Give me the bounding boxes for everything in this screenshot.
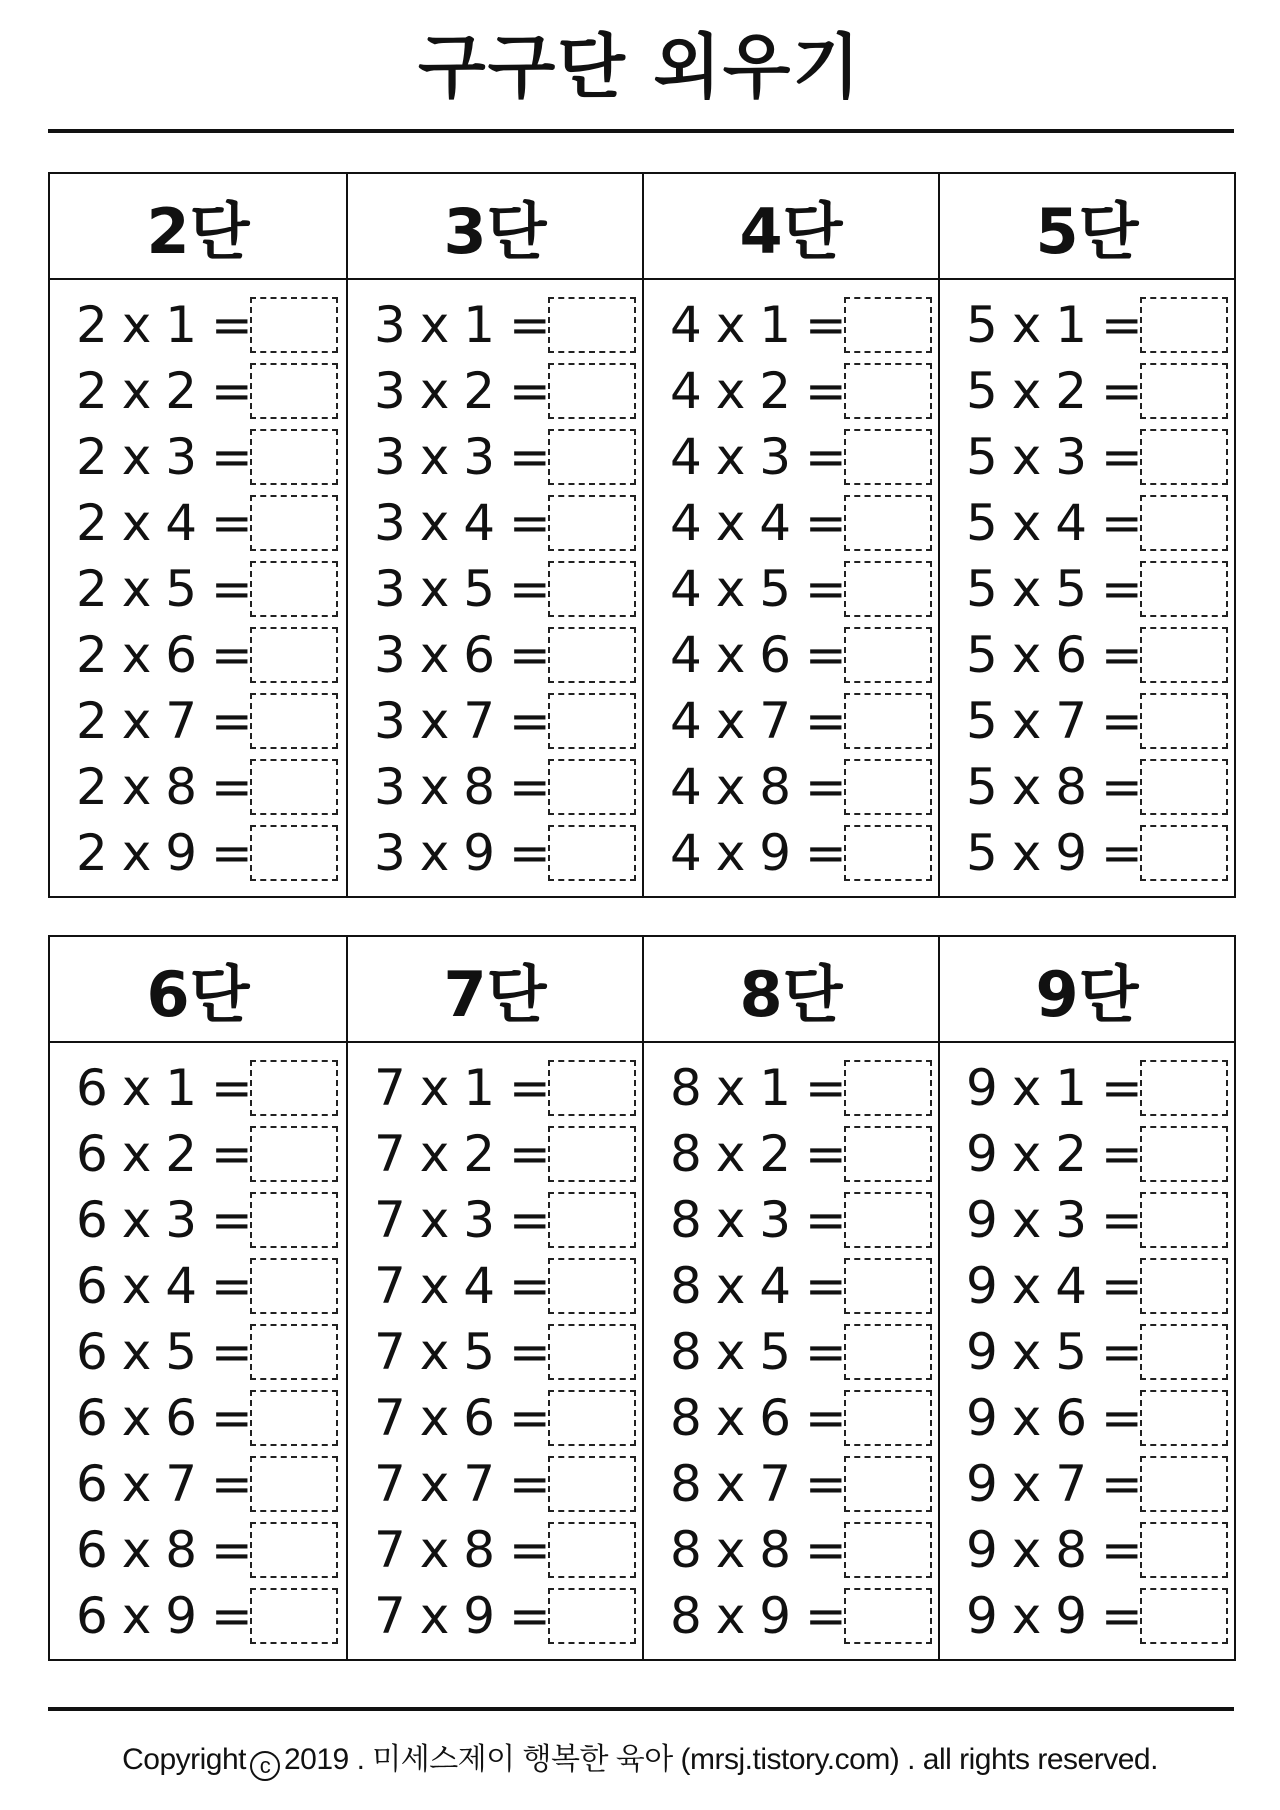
equation-text: 5 x 2 = xyxy=(966,362,1142,420)
table-row xyxy=(50,1055,346,1121)
table-row xyxy=(50,490,346,556)
equation-text: 4 x 3 = xyxy=(670,428,846,486)
equation-text: 2 x 6 = xyxy=(76,626,252,684)
equation-text: 3 x 3 = xyxy=(374,428,550,486)
answer-box[interactable] xyxy=(844,759,932,815)
equation-text: 8 x 6 = xyxy=(670,1389,846,1447)
page-title: 구구단 외우기 xyxy=(417,26,863,108)
table-header: 5단 xyxy=(940,174,1234,280)
equation-text: 5 x 5 = xyxy=(966,560,1142,618)
answer-box[interactable] xyxy=(548,1324,636,1380)
table-column-3 xyxy=(346,174,642,896)
answer-box[interactable] xyxy=(844,627,932,683)
equation-text: 3 x 1 = xyxy=(374,296,550,354)
table-row xyxy=(644,622,938,688)
equation-text: 6 x 5 = xyxy=(76,1323,252,1381)
table-row xyxy=(644,1517,938,1583)
table-row xyxy=(940,754,1234,820)
answer-box[interactable] xyxy=(250,495,338,551)
equation-text: 4 x 9 = xyxy=(670,824,846,882)
equation-text: 6 x 8 = xyxy=(76,1521,252,1579)
table-row xyxy=(940,1451,1234,1517)
answer-box[interactable] xyxy=(844,429,932,485)
answer-box[interactable] xyxy=(1140,693,1228,749)
answer-box[interactable] xyxy=(250,1456,338,1512)
answer-box[interactable] xyxy=(548,627,636,683)
table-row xyxy=(348,754,642,820)
table-row xyxy=(348,1253,642,1319)
answer-box[interactable] xyxy=(844,1390,932,1446)
table-row xyxy=(940,1517,1234,1583)
equation-text: 3 x 4 = xyxy=(374,494,550,552)
table-row xyxy=(644,1055,938,1121)
equation-text: 6 x 1 = xyxy=(76,1059,252,1117)
answer-box[interactable] xyxy=(250,363,338,419)
answer-box[interactable] xyxy=(844,1324,932,1380)
table-row xyxy=(348,424,642,490)
equation-text: 5 x 4 = xyxy=(966,494,1142,552)
answer-box[interactable] xyxy=(1140,1456,1228,1512)
answer-box[interactable] xyxy=(548,1588,636,1644)
equation-text: 3 x 6 = xyxy=(374,626,550,684)
answer-box[interactable] xyxy=(548,297,636,353)
equation-text: 3 x 2 = xyxy=(374,362,550,420)
equation-text: 2 x 5 = xyxy=(76,560,252,618)
equation-text: 8 x 8 = xyxy=(670,1521,846,1579)
table-rows xyxy=(644,1043,938,1659)
answer-box[interactable] xyxy=(250,1126,338,1182)
table-row xyxy=(644,754,938,820)
equation-text: 2 x 8 = xyxy=(76,758,252,816)
answer-box[interactable] xyxy=(250,1588,338,1644)
table-header: 3단 xyxy=(348,174,642,280)
answer-box[interactable] xyxy=(548,1522,636,1578)
answer-box[interactable] xyxy=(1140,825,1228,881)
answer-box[interactable] xyxy=(548,561,636,617)
table-header: 8단 xyxy=(644,937,938,1043)
table-row xyxy=(940,1385,1234,1451)
answer-box[interactable] xyxy=(250,825,338,881)
equation-text: 2 x 7 = xyxy=(76,692,252,750)
table-row xyxy=(644,1121,938,1187)
table-row xyxy=(50,688,346,754)
answer-box[interactable] xyxy=(250,297,338,353)
equation-text: 4 x 5 = xyxy=(670,560,846,618)
table-header: 7단 xyxy=(348,937,642,1043)
table-row xyxy=(348,820,642,886)
equation-text: 2 x 2 = xyxy=(76,362,252,420)
equation-text: 7 x 2 = xyxy=(374,1125,550,1183)
answer-box[interactable] xyxy=(548,1192,636,1248)
table-row xyxy=(644,1583,938,1649)
table-row xyxy=(50,622,346,688)
answer-box[interactable] xyxy=(1140,1060,1228,1116)
answer-box[interactable] xyxy=(250,627,338,683)
answer-box[interactable] xyxy=(1140,1588,1228,1644)
answer-box[interactable] xyxy=(844,1258,932,1314)
equation-text: 3 x 9 = xyxy=(374,824,550,882)
table-row xyxy=(50,1253,346,1319)
answer-box[interactable] xyxy=(844,495,932,551)
equation-text: 6 x 4 = xyxy=(76,1257,252,1315)
table-row xyxy=(940,1253,1234,1319)
equation-text: 4 x 7 = xyxy=(670,692,846,750)
answer-box[interactable] xyxy=(548,1456,636,1512)
table-row xyxy=(940,1187,1234,1253)
table-header: 4단 xyxy=(644,174,938,280)
answer-box[interactable] xyxy=(844,1588,932,1644)
table-row xyxy=(348,1451,642,1517)
answer-box[interactable] xyxy=(844,1126,932,1182)
answer-box[interactable] xyxy=(250,1324,338,1380)
equation-text: 8 x 1 = xyxy=(670,1059,846,1117)
equation-text: 9 x 1 = xyxy=(966,1059,1142,1117)
table-row xyxy=(940,1583,1234,1649)
answer-box[interactable] xyxy=(1140,1126,1228,1182)
answer-box[interactable] xyxy=(548,363,636,419)
answer-box[interactable] xyxy=(844,1060,932,1116)
table-row xyxy=(940,688,1234,754)
table-row xyxy=(644,1253,938,1319)
equation-text: 9 x 3 = xyxy=(966,1191,1142,1249)
answer-box[interactable] xyxy=(844,1192,932,1248)
table-row xyxy=(50,424,346,490)
equation-text: 5 x 7 = xyxy=(966,692,1142,750)
equation-text: 7 x 3 = xyxy=(374,1191,550,1249)
answer-box[interactable] xyxy=(548,495,636,551)
table-row xyxy=(940,1055,1234,1121)
table-row xyxy=(50,358,346,424)
equation-text: 4 x 1 = xyxy=(670,296,846,354)
equation-text: 8 x 9 = xyxy=(670,1587,846,1645)
answer-box[interactable] xyxy=(548,1126,636,1182)
table-row xyxy=(348,1583,642,1649)
answer-box[interactable] xyxy=(548,759,636,815)
equation-text: 3 x 5 = xyxy=(374,560,550,618)
times-tables-grid-top xyxy=(48,172,1236,898)
answer-box[interactable] xyxy=(250,1060,338,1116)
table-row xyxy=(50,820,346,886)
equation-text: 8 x 7 = xyxy=(670,1455,846,1513)
table-row xyxy=(644,1187,938,1253)
answer-box[interactable] xyxy=(548,1390,636,1446)
equation-text: 9 x 7 = xyxy=(966,1455,1142,1513)
table-rows xyxy=(50,1043,346,1659)
equation-text: 9 x 5 = xyxy=(966,1323,1142,1381)
table-row xyxy=(644,358,938,424)
table-row xyxy=(940,820,1234,886)
equation-text: 7 x 1 = xyxy=(374,1059,550,1117)
footer-copyright xyxy=(0,1735,1280,1785)
table-header: 9단 xyxy=(940,937,1234,1043)
equation-text: 5 x 1 = xyxy=(966,296,1142,354)
equation-text: 7 x 5 = xyxy=(374,1323,550,1381)
equation-text: 6 x 9 = xyxy=(76,1587,252,1645)
answer-box[interactable] xyxy=(250,1522,338,1578)
table-row xyxy=(348,1385,642,1451)
equation-text: 9 x 2 = xyxy=(966,1125,1142,1183)
table-row xyxy=(348,1319,642,1385)
table-row xyxy=(644,1451,938,1517)
copyright-icon: c xyxy=(250,1751,280,1781)
answer-box[interactable] xyxy=(844,825,932,881)
table-column-2 xyxy=(50,174,346,896)
equation-text: 9 x 6 = xyxy=(966,1389,1142,1447)
table-column-9 xyxy=(938,937,1234,1659)
table-row xyxy=(940,1121,1234,1187)
equation-text: 6 x 3 = xyxy=(76,1191,252,1249)
table-row xyxy=(50,1517,346,1583)
table-row xyxy=(644,424,938,490)
table-column-4 xyxy=(642,174,938,896)
table-rows xyxy=(940,280,1234,896)
equation-text: 6 x 7 = xyxy=(76,1455,252,1513)
table-row xyxy=(940,424,1234,490)
bottom-divider xyxy=(48,1707,1234,1711)
equation-text: 4 x 4 = xyxy=(670,494,846,552)
answer-box[interactable] xyxy=(1140,297,1228,353)
equation-text: 6 x 2 = xyxy=(76,1125,252,1183)
footer-prefix: Copyright xyxy=(122,1743,246,1776)
table-header: 6단 xyxy=(50,937,346,1043)
equation-text: 2 x 4 = xyxy=(76,494,252,552)
table-row xyxy=(50,1121,346,1187)
table-row xyxy=(644,820,938,886)
table-rows xyxy=(348,280,642,896)
equation-text: 8 x 2 = xyxy=(670,1125,846,1183)
answer-box[interactable] xyxy=(844,363,932,419)
table-row xyxy=(644,1385,938,1451)
equation-text: 4 x 8 = xyxy=(670,758,846,816)
equation-text: 5 x 9 = xyxy=(966,824,1142,882)
table-row xyxy=(50,1451,346,1517)
table-row xyxy=(348,292,642,358)
table-row xyxy=(348,1121,642,1187)
table-rows xyxy=(348,1043,642,1659)
table-row xyxy=(644,1319,938,1385)
answer-box[interactable] xyxy=(250,429,338,485)
equation-text: 5 x 8 = xyxy=(966,758,1142,816)
table-row xyxy=(348,1517,642,1583)
table-row xyxy=(940,490,1234,556)
equation-text: 4 x 2 = xyxy=(670,362,846,420)
table-row xyxy=(348,688,642,754)
table-row xyxy=(348,556,642,622)
equation-text: 7 x 8 = xyxy=(374,1521,550,1579)
answer-box[interactable] xyxy=(548,1258,636,1314)
table-row xyxy=(50,1583,346,1649)
equation-text: 7 x 9 = xyxy=(374,1587,550,1645)
table-row xyxy=(940,556,1234,622)
equation-text: 3 x 8 = xyxy=(374,758,550,816)
table-row xyxy=(348,622,642,688)
equation-text: 7 x 6 = xyxy=(374,1389,550,1447)
equation-text: 7 x 7 = xyxy=(374,1455,550,1513)
answer-box[interactable] xyxy=(1140,429,1228,485)
equation-text: 8 x 4 = xyxy=(670,1257,846,1315)
table-column-5 xyxy=(938,174,1234,896)
table-row xyxy=(644,490,938,556)
answer-box[interactable] xyxy=(1140,561,1228,617)
equation-text: 7 x 4 = xyxy=(374,1257,550,1315)
answer-box[interactable] xyxy=(250,561,338,617)
table-column-7 xyxy=(346,937,642,1659)
table-row xyxy=(50,1187,346,1253)
equation-text: 5 x 3 = xyxy=(966,428,1142,486)
table-column-8 xyxy=(642,937,938,1659)
table-rows xyxy=(940,1043,1234,1659)
table-row xyxy=(50,1319,346,1385)
table-column-6 xyxy=(50,937,346,1659)
equation-text: 9 x 4 = xyxy=(966,1257,1142,1315)
answer-box[interactable] xyxy=(548,693,636,749)
equation-text: 9 x 8 = xyxy=(966,1521,1142,1579)
answer-box[interactable] xyxy=(1140,495,1228,551)
equation-text: 5 x 6 = xyxy=(966,626,1142,684)
top-divider xyxy=(48,129,1234,133)
equation-text: 9 x 9 = xyxy=(966,1587,1142,1645)
table-row xyxy=(940,1319,1234,1385)
equation-text: 2 x 9 = xyxy=(76,824,252,882)
table-row xyxy=(940,292,1234,358)
answer-box[interactable] xyxy=(1140,363,1228,419)
answer-box[interactable] xyxy=(548,429,636,485)
answer-box[interactable] xyxy=(1140,759,1228,815)
equation-text: 3 x 7 = xyxy=(374,692,550,750)
table-row xyxy=(644,292,938,358)
table-rows xyxy=(644,280,938,896)
answer-box[interactable] xyxy=(844,693,932,749)
answer-box[interactable] xyxy=(250,693,338,749)
table-row xyxy=(348,358,642,424)
table-row xyxy=(50,754,346,820)
table-row xyxy=(50,556,346,622)
answer-box[interactable] xyxy=(1140,1522,1228,1578)
table-row xyxy=(644,556,938,622)
table-row xyxy=(348,1055,642,1121)
equation-text: 4 x 6 = xyxy=(670,626,846,684)
table-row xyxy=(940,358,1234,424)
equation-text: 2 x 3 = xyxy=(76,428,252,486)
answer-box[interactable] xyxy=(844,1456,932,1512)
table-row xyxy=(644,688,938,754)
footer-text: 2019 . 미세스제이 행복한 육아 (mrsj.tistory.com) . all rights reserved. xyxy=(284,1743,1158,1776)
table-header: 2단 xyxy=(50,174,346,280)
answer-box[interactable] xyxy=(250,759,338,815)
answer-box[interactable] xyxy=(1140,1324,1228,1380)
answer-box[interactable] xyxy=(548,1060,636,1116)
equation-text: 8 x 3 = xyxy=(670,1191,846,1249)
answer-box[interactable] xyxy=(1140,627,1228,683)
answer-box[interactable] xyxy=(250,1258,338,1314)
answer-box[interactable] xyxy=(250,1192,338,1248)
table-row xyxy=(348,490,642,556)
answer-box[interactable] xyxy=(1140,1390,1228,1446)
table-row xyxy=(348,1187,642,1253)
table-row xyxy=(940,622,1234,688)
equation-text: 6 x 6 = xyxy=(76,1389,252,1447)
answer-box[interactable] xyxy=(844,297,932,353)
table-row xyxy=(50,292,346,358)
table-row xyxy=(50,1385,346,1451)
answer-box[interactable] xyxy=(844,561,932,617)
answer-box[interactable] xyxy=(844,1522,932,1578)
equation-text: 2 x 1 = xyxy=(76,296,252,354)
table-rows xyxy=(50,280,346,896)
answer-box[interactable] xyxy=(1140,1192,1228,1248)
times-tables-grid-bottom xyxy=(48,935,1236,1661)
answer-box[interactable] xyxy=(250,1390,338,1446)
answer-box[interactable] xyxy=(548,825,636,881)
answer-box[interactable] xyxy=(1140,1258,1228,1314)
equation-text: 8 x 5 = xyxy=(670,1323,846,1381)
